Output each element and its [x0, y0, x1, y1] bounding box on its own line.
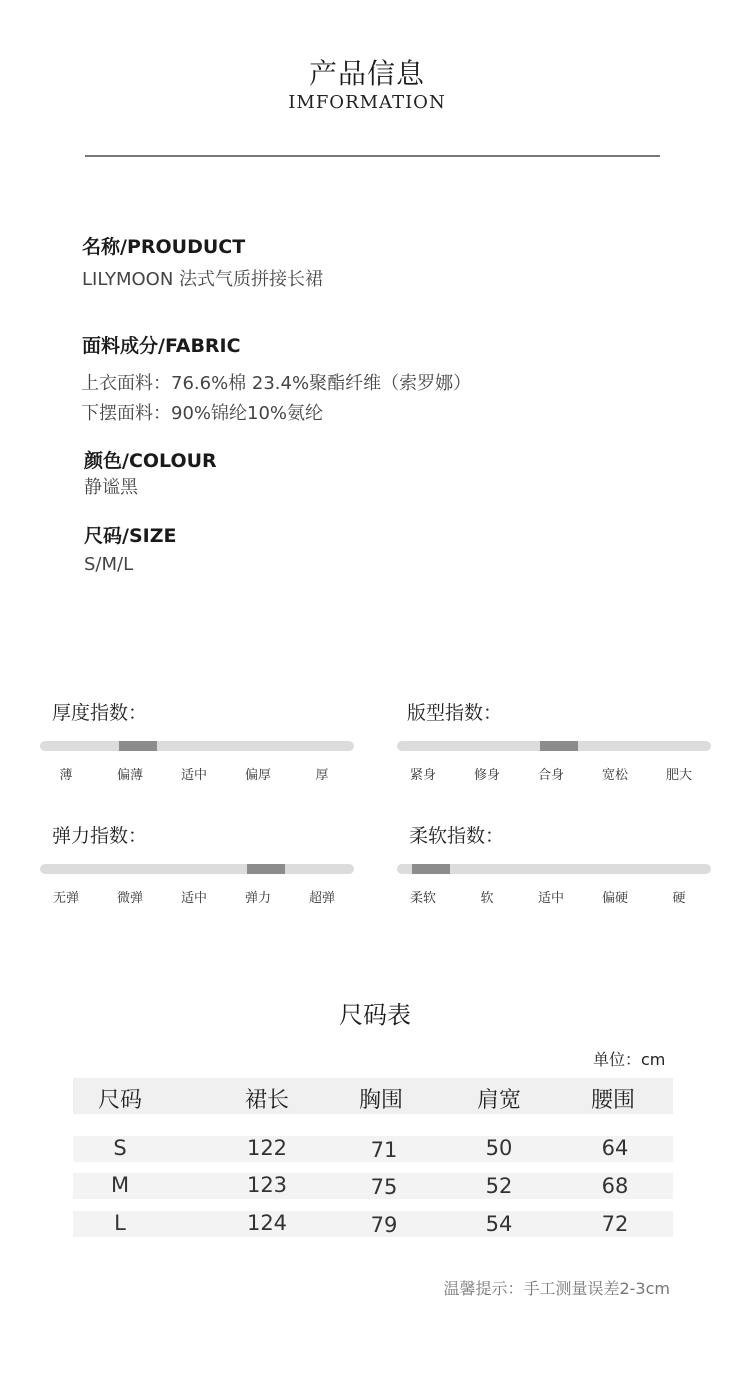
- table-row: [73, 1211, 673, 1237]
- column-header-bust: 胸围: [358, 1088, 404, 1113]
- product-value: LILYMOON 法式气质拼接长裙: [82, 269, 324, 290]
- table-row: [73, 1136, 673, 1162]
- cell-bust: 75: [370, 1175, 398, 1199]
- cell-length: 124: [246, 1211, 288, 1235]
- fit-index-bar: [397, 741, 711, 751]
- index-option-label: 偏硬: [601, 891, 629, 906]
- cell-waist: 68: [601, 1174, 629, 1198]
- index-option-label: 修身: [473, 768, 501, 783]
- size-label: 尺码/SIZE: [84, 525, 177, 547]
- size-chart-header: [73, 1078, 673, 1114]
- fabric-line-top: 上衣面料：76.6%棉 23.4%聚酯纤维（索罗娜）: [81, 373, 472, 394]
- elasticity-index-options: [40, 887, 354, 905]
- index-option-label: 偏薄: [116, 768, 144, 783]
- product-label: 名称/PROUDUCT: [82, 236, 246, 258]
- thickness-index-title: 厚度指数：: [52, 702, 148, 724]
- index-option-label: 紧身: [409, 768, 437, 783]
- fit-index-options: [397, 764, 711, 782]
- page-subtitle: IMFORMATION: [288, 92, 446, 113]
- index-option-label: 硬: [672, 891, 686, 906]
- fabric-label: 面料成分/FABRIC: [82, 335, 241, 357]
- elasticity-index-marker: [247, 864, 285, 874]
- size-chart-title: 尺码表: [339, 1001, 411, 1029]
- index-option-label: 适中: [537, 891, 565, 906]
- cell-size: S: [113, 1136, 127, 1160]
- softness-index-bar: [397, 864, 711, 874]
- index-option-label: 适中: [180, 768, 208, 783]
- column-header-waist: 腰围: [590, 1088, 636, 1113]
- colour-value: 静谧黑: [84, 477, 138, 498]
- index-option-label: 宽松: [601, 768, 629, 783]
- index-option-label: 超弹: [308, 891, 336, 906]
- cell-size: L: [114, 1211, 126, 1235]
- colour-label: 颜色/COLOUR: [84, 450, 217, 472]
- size-chart-unit: 单位：cm: [593, 1050, 666, 1069]
- cell-bust: 79: [370, 1213, 398, 1237]
- elasticity-index-title: 弹力指数：: [52, 825, 148, 847]
- thickness-index-marker: [119, 741, 157, 751]
- index-option-label: 柔软: [409, 891, 437, 906]
- measurement-tip: 温馨提示：手工测量误差2-3cm: [443, 1279, 670, 1298]
- cell-waist: 64: [601, 1136, 629, 1160]
- index-option-label: 适中: [180, 891, 208, 906]
- softness-index-title: 柔软指数：: [409, 825, 505, 847]
- index-option-label: 软: [480, 891, 494, 906]
- cell-length: 123: [246, 1173, 288, 1197]
- size-value: S/M/L: [84, 554, 134, 575]
- cell-shoulder: 50: [485, 1136, 513, 1160]
- softness-index-marker: [412, 864, 450, 874]
- fit-index-title: 版型指数：: [407, 702, 503, 724]
- index-option-label: 无弹: [52, 891, 80, 906]
- index-option-label: 合身: [537, 768, 565, 783]
- cell-waist: 72: [601, 1212, 629, 1236]
- elasticity-index-bar: [40, 864, 354, 874]
- column-header-size: 尺码: [97, 1088, 143, 1113]
- index-option-label: 弹力: [244, 891, 272, 906]
- fabric-line-bottom: 下摆面料：90%锦纶10%氨纶: [81, 403, 324, 424]
- cell-shoulder: 52: [485, 1174, 513, 1198]
- index-option-label: 肥大: [665, 768, 693, 783]
- table-row: [73, 1173, 673, 1199]
- thickness-index-bar: [40, 741, 354, 751]
- column-header-shoulder: 肩宽: [476, 1088, 522, 1113]
- page-title: 产品信息: [308, 57, 425, 90]
- cell-size: M: [110, 1173, 130, 1197]
- index-option-label: 薄: [59, 768, 73, 783]
- header-divider: [85, 155, 660, 157]
- index-option-label: 偏厚: [244, 768, 272, 783]
- index-option-label: 微弹: [116, 891, 144, 906]
- index-option-label: 厚: [315, 768, 329, 783]
- softness-index-options: [397, 887, 711, 905]
- fit-index-marker: [540, 741, 578, 751]
- cell-bust: 71: [370, 1138, 398, 1162]
- cell-length: 122: [246, 1136, 288, 1160]
- column-header-length: 裙长: [244, 1088, 290, 1113]
- cell-shoulder: 54: [485, 1212, 513, 1236]
- thickness-index-options: [40, 764, 354, 782]
